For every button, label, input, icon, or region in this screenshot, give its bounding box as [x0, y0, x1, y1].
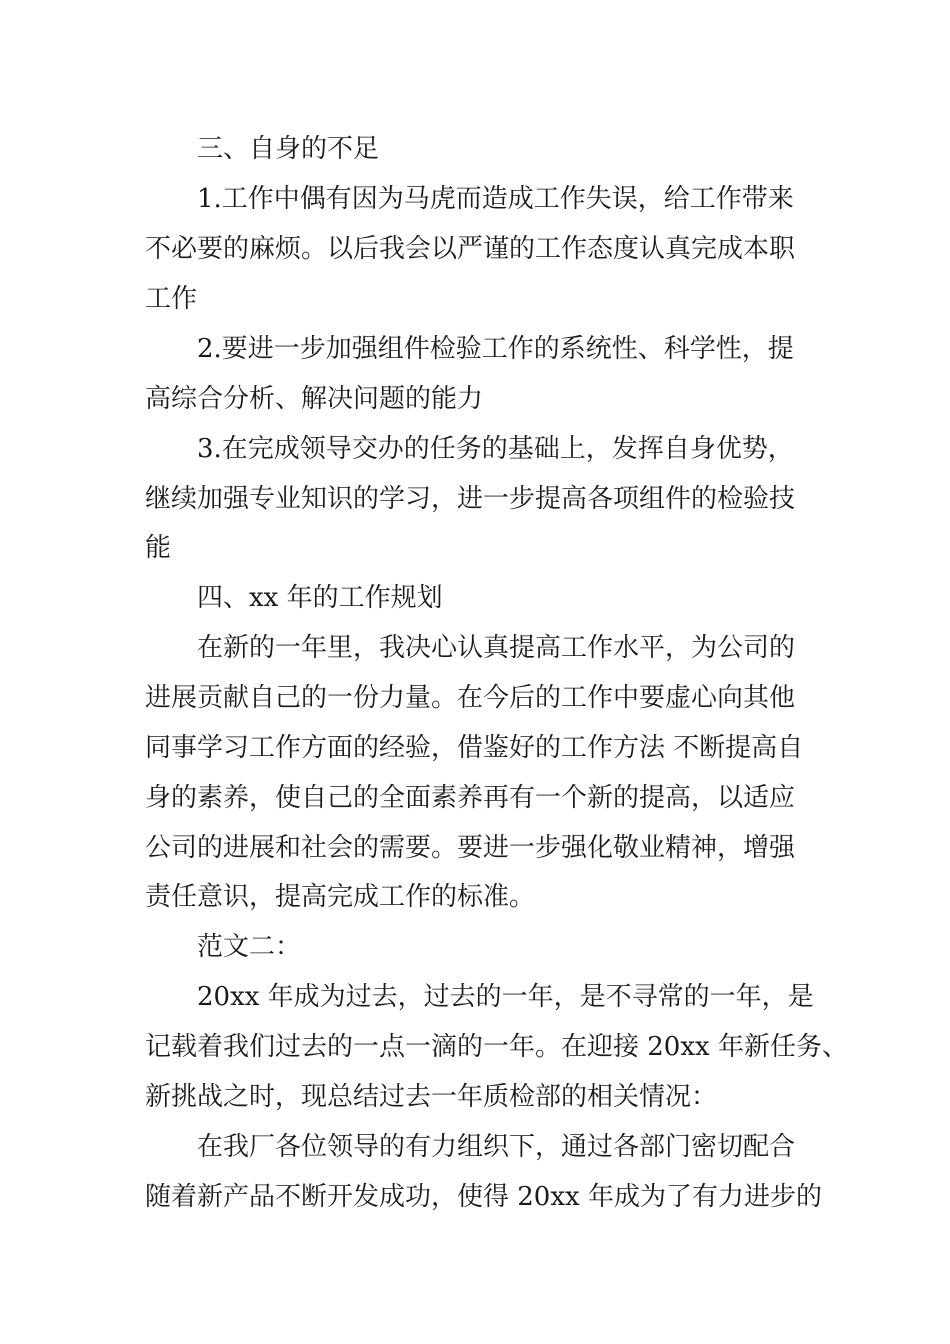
paragraph-line: 公司的进展和社会的需要。要进一步强化敬业精神，增强	[145, 833, 796, 863]
paragraph-line: 高综合分析、解决问题的能力	[145, 384, 484, 414]
paragraph-line: 不必要的麻烦。以后我会以严谨的工作态度认真完成本职	[145, 234, 796, 264]
paragraph-line: 在新的一年里，我决心认真提高工作水平，为公司的	[197, 633, 796, 663]
paragraph-line: 在我厂各位领导的有力组织下，通过各部门密切配合	[197, 1132, 796, 1162]
section-heading-shortcomings: 三、自身的不足	[197, 134, 380, 164]
paragraph-line: 身的素养，使自己的全面素养再有一个新的提高，以适应	[145, 783, 796, 813]
paragraph-line: 3.在完成领导交办的任务的基础上，发挥自身优势，	[197, 434, 794, 464]
paragraph-line: 同事学习工作方面的经验，借鉴好的工作方法 不断提高自	[145, 733, 804, 763]
paragraph-line: 新挑战之时，现总结过去一年质检部的相关情况：	[145, 1082, 718, 1112]
paragraph-line: 进展贡献自己的一份力量。在今后的工作中要虚心向其他	[145, 683, 796, 713]
section-heading-work-plan: 四、xx 年的工作规划	[197, 583, 443, 613]
paragraph-line: 20xx 年成为过去，过去的一年，是不寻常的一年，是	[197, 982, 814, 1012]
paragraph-line: 1.工作中偶有因为马虎而造成工作失误，给工作带来	[197, 184, 794, 214]
paragraph-line: 记载着我们过去的一点一滴的一年。在迎接 20xx 年新任务、	[145, 1032, 848, 1062]
paragraph-line: 继续加强专业知识的学习，进一步提高各项组件的检验技	[145, 484, 796, 514]
paragraph-line: 工作	[145, 284, 198, 314]
paragraph-line: 能	[145, 533, 172, 563]
paragraph-line: 责任意识，提高完成工作的标准。	[145, 882, 536, 912]
paragraph-line: 2.要进一步加强组件检验工作的系统性、科学性，提	[197, 334, 794, 364]
paragraph-line: 随着新产品不断开发成功，使得 20xx 年成为了有力进步的	[145, 1182, 822, 1212]
section-heading-sample-two: 范文二：	[197, 932, 302, 962]
